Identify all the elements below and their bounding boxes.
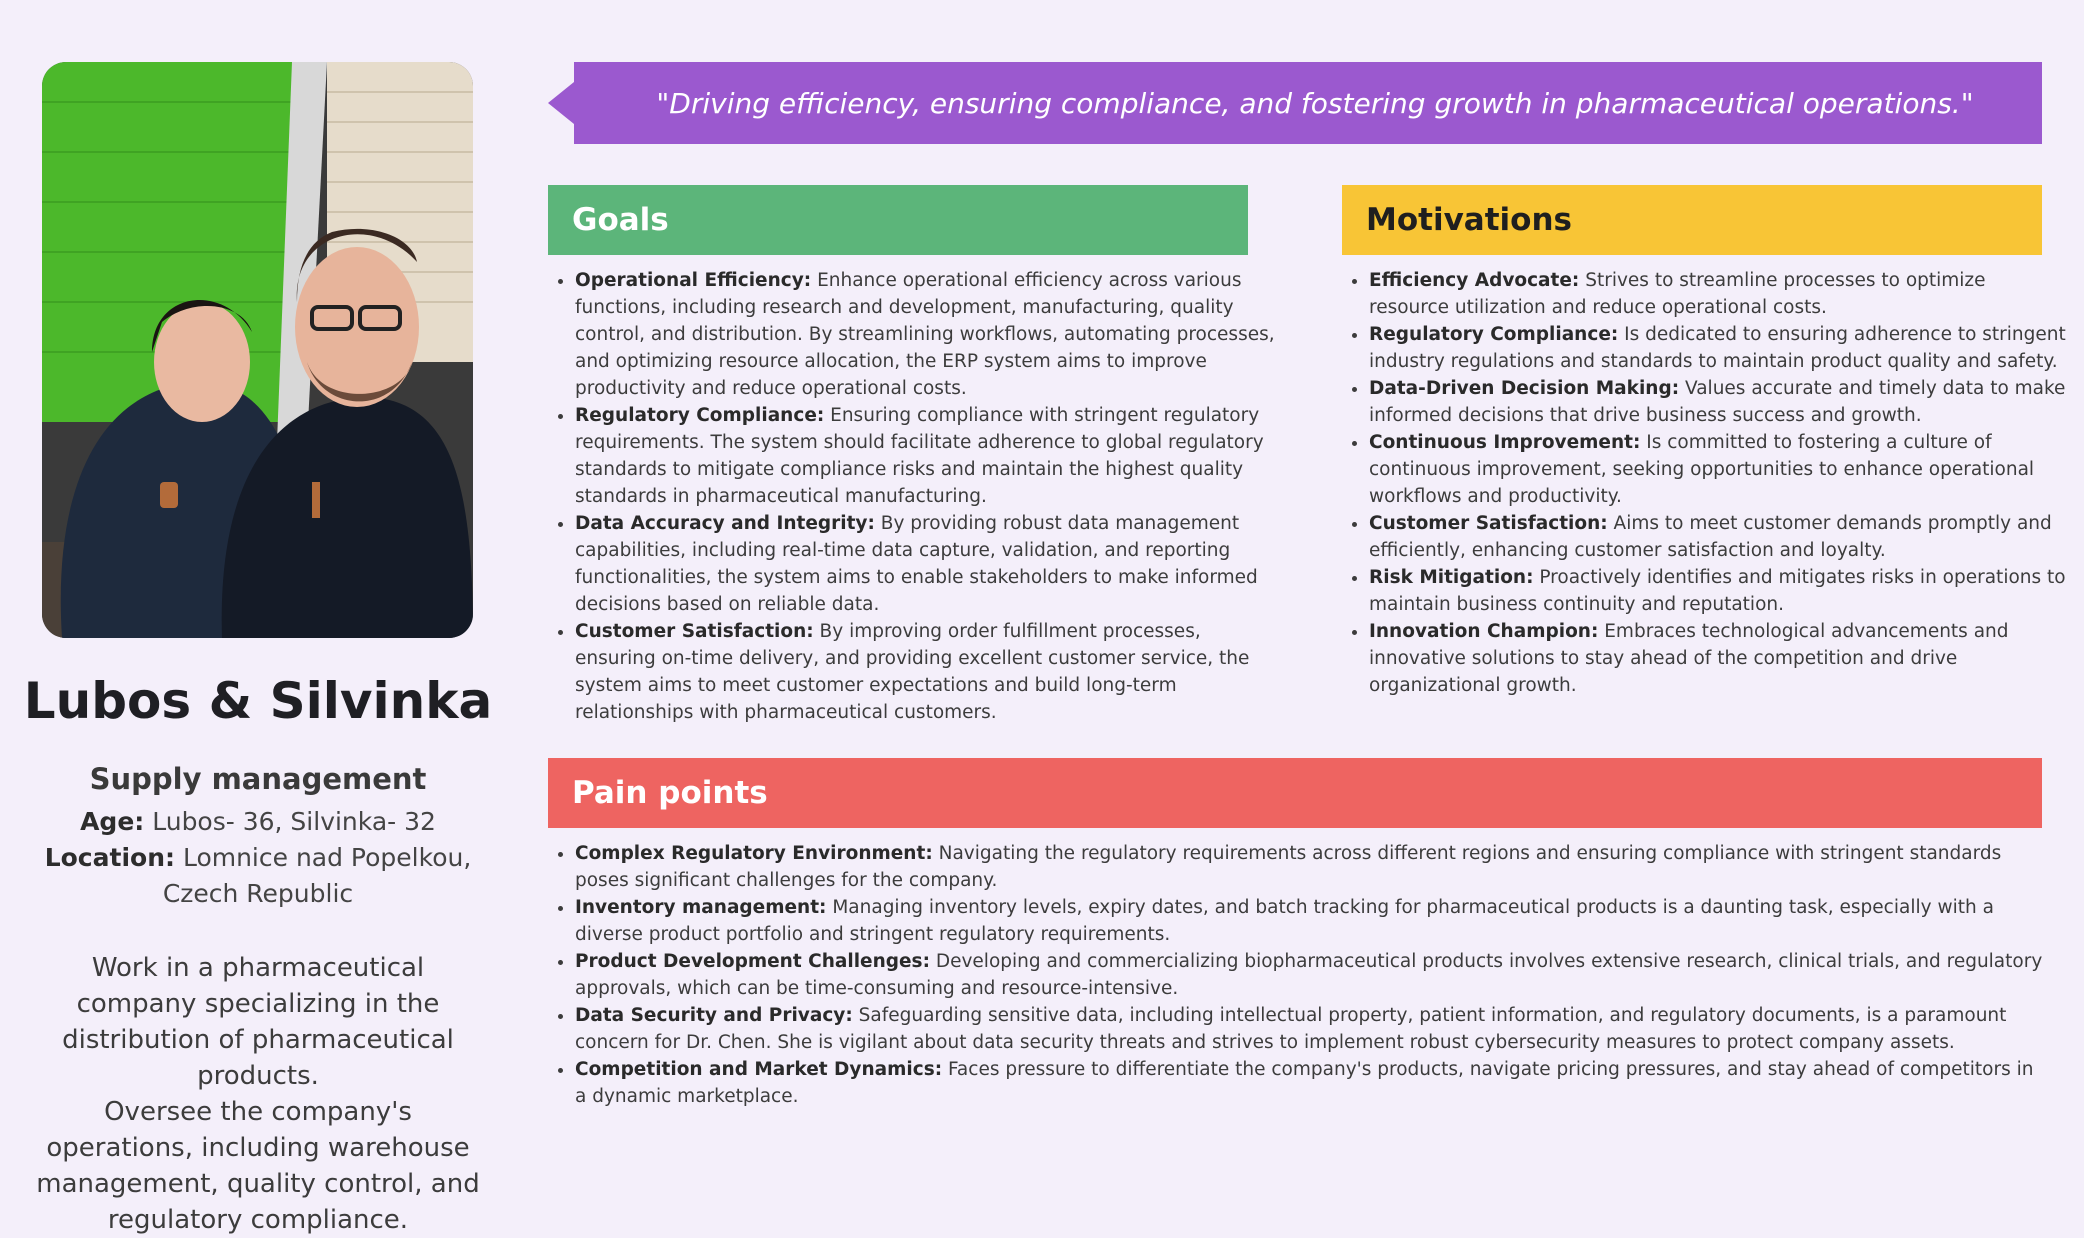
list-item [575,267,1275,402]
item-text: Ensuring compliance with stringent regulatory requirements. The system should facilitate adherence to global regulatory standards to mitigate compliance risks and maintain the highest quality standards in pharmaceutical manufacturing. [575,405,1264,507]
persona-meta [30,804,486,912]
item-text: Navigating the regulatory requirements across different regions and ensuring compliance with stringent standards poses significant challenges for the company. [575,843,2002,891]
item-text: Values accurate and timely data to make informed decisions that drive business success and growth. [1369,378,2066,426]
list-item [1369,618,2071,699]
location-value: Lomnice nad Popelkou, Czech Republic [162,843,472,908]
location-row [30,840,486,912]
list-item [575,402,1275,510]
item-text: Safeguarding sensitive data, including intellectual property, patient information, and regulatory documents, is a paramount concern for Dr. Chen. She is vigilant about data security threats and strives to implement robust cybersecurity measures to protect company assets. [575,1005,2007,1053]
list-item [575,894,2045,948]
list-item [575,1002,2045,1056]
quote-banner [548,62,2042,144]
list-item [1369,510,2071,564]
item-label: Efficiency Advocate: [1369,270,1580,291]
list-item [1369,429,2071,510]
list-item [1369,321,2071,375]
motivations-header: Motivations [1342,185,2042,255]
item-label: Risk Mitigation: [1369,567,1534,588]
list-item [1369,375,2071,429]
item-label: Customer Satisfaction: [1369,513,1608,534]
item-text: Developing and commercializing biopharmaceutical products involves extensive research, clinical trials, and regulatory approvals, which can be time-consuming and resource-intensive. [575,951,2043,999]
persona-name: Lubos & Silvinka [23,672,493,730]
age-value: Lubos- 36, Silvinka- 32 [152,807,436,836]
age-row [30,804,486,840]
item-text: Is committed to fostering a culture of continuous improvement, seeking opportunities to enhance operational workflows and productivity. [1369,432,2035,507]
item-text: Strives to streamline processes to optimize resource utilization and reduce operational costs. [1369,270,1986,318]
goals-header: Goals [548,185,1248,255]
item-text: Embraces technological advancements and innovative solutions to stay ahead of the competition and drive organizational growth. [1369,621,2009,696]
list-item [1369,267,2071,321]
item-label: Customer Satisfaction: [575,621,814,642]
bio-paragraph: Oversee the company's operations, including warehouse management, quality control, and regulatory compliance. [36,1097,480,1235]
pain-points-list [547,840,2045,1110]
item-text: By providing robust data management capabilities, including real-time data capture, validation, and reporting functionalities, the system aims to enable stakeholders to make informed decisions based on reliable data. [575,513,1258,615]
item-text: Faces pressure to differentiate the company's products, navigate pricing pressures, and stay ahead of competitors in a dynamic marketplace. [575,1059,2034,1107]
item-label: Innovation Champion: [1369,621,1599,642]
item-label: Data Accuracy and Integrity: [575,513,875,534]
item-label: Competition and Market Dynamics: [575,1059,943,1080]
item-label: Operational Efficiency: [575,270,812,291]
item-text: Proactively identifies and mitigates risks in operations to maintain business continuity and reputation. [1369,567,2066,615]
item-text: Is dedicated to ensuring adherence to stringent industry regulations and standards to maintain product quality and safety. [1369,324,2066,372]
item-text: Managing inventory levels, expiry dates, and batch tracking for pharmaceutical products is a daunting task, especially with a diverse product portfolio and stringent regulatory requirements. [575,897,1994,945]
bio-paragraph: Work in a pharmaceutical company specializing in the distribution of pharmaceutical products. [62,953,454,1091]
motivations-list [1341,267,2071,699]
persona-role: Supply management [89,762,427,796]
pain-points-header: Pain points [548,758,2042,828]
list-item [575,1056,2045,1110]
location-label: Location: [44,843,175,872]
profile-photo [42,62,473,638]
item-label: Regulatory Compliance: [575,405,825,426]
item-label: Inventory management: [575,897,827,918]
item-text: Enhance operational efficiency across various functions, including research and development, manufacturing, quality control, and distribution. By streamlining workflows, automating processes, and optimizing resource allocation, the ERP system aims to improve productivity and reduce operational costs. [575,270,1275,399]
item-label: Continuous Improvement: [1369,432,1641,453]
item-label: Product Development Challenges: [575,951,930,972]
list-item [1369,564,2071,618]
quote-text: "Driving efficiency, ensuring compliance, and fostering growth in pharmaceutical operations." [656,86,1974,120]
item-label: Data-Driven Decision Making: [1369,378,1680,399]
list-item [575,840,2045,894]
list-item [575,618,1275,726]
goals-list [547,267,1275,726]
item-label: Data Security and Privacy: [575,1005,853,1026]
item-label: Complex Regulatory Environment: [575,843,933,864]
item-text: Aims to meet customer demands promptly and efficiently, enhancing customer satisfaction and loyalty. [1369,513,2052,561]
list-item [575,948,2045,1002]
list-item [575,510,1275,618]
age-label: Age: [80,807,145,836]
item-label: Regulatory Compliance: [1369,324,1619,345]
persona-bio [30,950,486,1238]
item-text: By improving order fulfillment processes, ensuring on-time delivery, and providing excellent customer service, the system aims to meet customer expectations and build long-term relationships with pharmaceutical customers. [575,621,1250,723]
